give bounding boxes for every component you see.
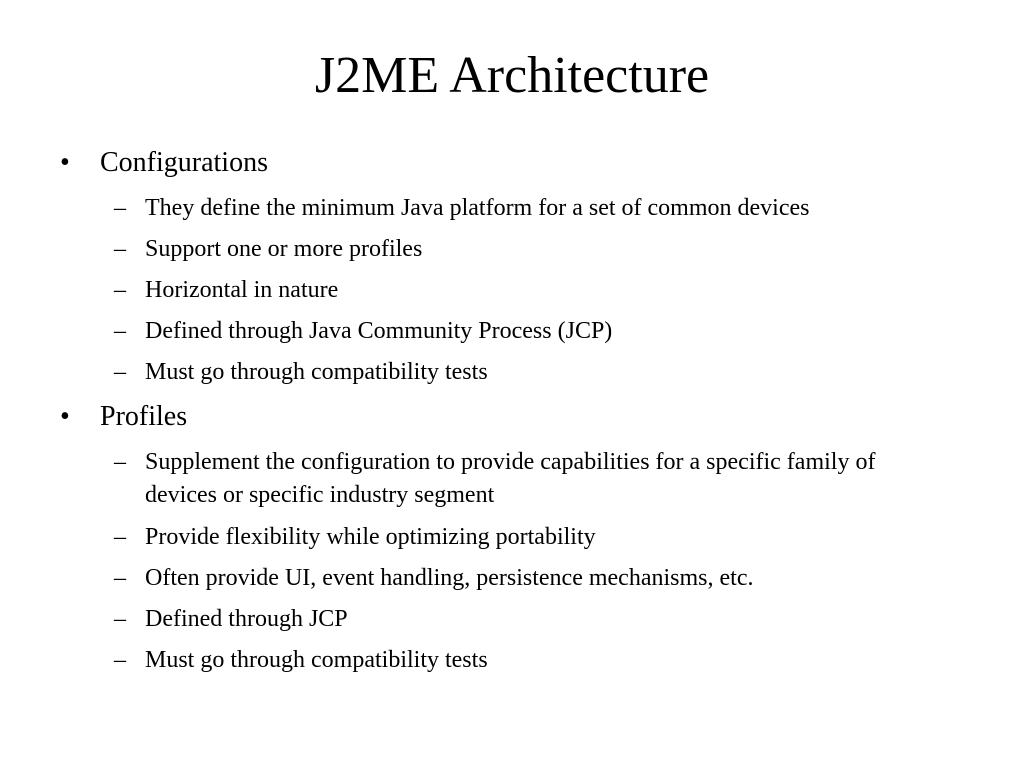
dash-marker: – (114, 449, 126, 475)
dash-marker: – (114, 647, 126, 673)
dash-marker: – (114, 359, 126, 385)
sub-item-text: Horizontal in nature (145, 277, 339, 303)
bullet-heading: Profiles (100, 401, 188, 432)
sub-item-text: They define the minimum Java platform for a set of common devices (145, 195, 810, 221)
sub-item-text: Must go through compatibility tests (145, 359, 488, 385)
sub-item-text: Provide flexibility while optimizing portability (145, 524, 596, 550)
dash-marker: – (114, 565, 126, 591)
sub-item-text: Defined through JCP (145, 606, 348, 632)
bullet-marker: • (60, 147, 70, 178)
sub-item-text: Support one or more profiles (145, 236, 423, 262)
sub-item-text: Defined through Java Community Process (JCP) (145, 318, 613, 344)
dash-marker: – (114, 236, 126, 262)
sub-item-text: Supplement the configuration to provide capabilities for a specific family of devices or specific industry segment (145, 449, 876, 508)
dash-marker: – (114, 318, 126, 344)
bullet-marker: • (60, 401, 70, 432)
dash-marker: – (114, 277, 126, 303)
sub-item-text: Often provide UI, event handling, persistence mechanisms, etc. (145, 565, 754, 591)
dash-marker: – (114, 195, 126, 221)
bullet-heading: Configurations (100, 147, 268, 178)
slide-title: J2ME Architecture (314, 47, 710, 104)
sub-item-text: Must go through compatibility tests (145, 647, 488, 673)
dash-marker: – (114, 606, 126, 632)
dash-marker: – (114, 524, 126, 550)
